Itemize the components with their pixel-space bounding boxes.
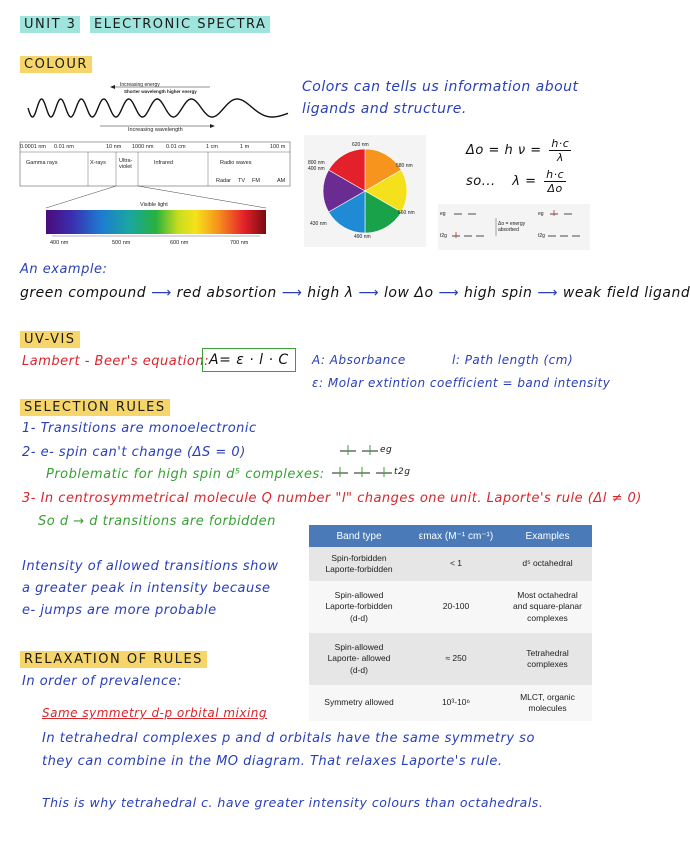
eq2-prefix: so... xyxy=(466,174,496,189)
visible-tick: 400 nm xyxy=(50,240,69,246)
table-row xyxy=(309,633,592,685)
selection-heading: SELECTION RULES xyxy=(20,399,170,416)
radio-sub: AM xyxy=(277,178,286,184)
table-header: Examples xyxy=(503,525,592,547)
eq2-den: Δo xyxy=(547,182,563,195)
radio-sub: TV xyxy=(238,178,246,184)
laporte-rule: Laporte's rule (Δl ≠ 0) xyxy=(486,491,642,506)
rule-2-sub: Problematic for high spin d⁵ complexes: xyxy=(46,467,325,482)
wheel-label: 620 nm xyxy=(352,142,369,148)
table-header: εmax (M⁻¹ cm⁻¹) xyxy=(409,525,503,547)
eg-label: eg xyxy=(440,211,446,217)
spectrum-top-label: Increasing energy xyxy=(120,82,160,88)
band-xray: X-rays xyxy=(90,160,106,166)
radio-sub: FM xyxy=(252,178,260,184)
band-cell: Spin-forbidden Laporte-forbidden xyxy=(309,547,409,581)
electromagnetic-spectrum-figure xyxy=(20,80,292,252)
eq1-left: Δo = h ν = xyxy=(466,143,542,158)
example-label: An example: xyxy=(20,262,108,277)
intensity-note xyxy=(22,556,278,622)
eq1-den: λ xyxy=(556,151,564,164)
example-cell: Most octahedral and square-planar complexes xyxy=(503,581,592,633)
intensity-line: e- jumps are more probable xyxy=(22,603,217,618)
band-infrared: Infrared xyxy=(154,160,173,166)
dp-mixing-subheading: Same symmetry d-p orbital mixing xyxy=(42,706,268,720)
scale-tick: 1 cm xyxy=(206,144,218,150)
chain-step: high λ xyxy=(307,285,354,301)
wheel-label: 490 nm xyxy=(354,234,371,240)
visible-tick: 700 nm xyxy=(230,240,249,246)
t2g-label: t2g xyxy=(440,233,447,239)
table-row xyxy=(309,581,592,633)
relaxation-order: In order of prevalence: xyxy=(22,674,183,689)
table-header: Band type xyxy=(309,525,409,547)
relaxation-heading: RELAXATION OF RULES xyxy=(20,651,207,668)
rule-1: 1- Transitions are monoelectronic xyxy=(22,421,257,436)
eps-cell: ≈ 250 xyxy=(409,633,503,685)
dp-mixing-line: they can combine in the MO diagram. That relaxes Laporte's rule. xyxy=(42,754,503,769)
visible-light-label: Visible light xyxy=(140,202,168,208)
scale-tick: 0.01 cm xyxy=(166,144,186,150)
page-title: ELECTRONIC SPECTRA xyxy=(90,16,270,33)
scale-tick: 1 m xyxy=(240,144,250,150)
radio-sub: Radar xyxy=(216,178,231,184)
eq2-num: h·c xyxy=(546,168,565,181)
eg-label: eg xyxy=(380,445,393,455)
table-row xyxy=(309,547,592,581)
wheel-label: 580 nm xyxy=(396,163,413,169)
band-cell: Spin-allowed Laporte-forbidden (d-d) xyxy=(309,581,409,633)
band-radio: Radio waves xyxy=(220,160,252,166)
eps-cell: 10³-10⁶ xyxy=(409,685,503,721)
arrow-icon: ⟶ xyxy=(281,285,303,301)
orbital-absorption-figure xyxy=(438,204,590,250)
chain-step: weak field ligand xyxy=(562,285,690,301)
rule-3 xyxy=(22,491,642,506)
colour-note xyxy=(302,76,579,120)
scale-tick: 10 nm xyxy=(106,144,122,150)
arrow-icon: ⟶ xyxy=(151,285,172,301)
rule-3-sub: So d → d transitions are forbidden xyxy=(38,514,276,529)
example-cell: Tetrahedral complexes xyxy=(503,633,592,685)
equation-2 xyxy=(466,168,566,195)
eps-cell: < 1 xyxy=(409,547,503,581)
band-cell: Symmetry allowed xyxy=(309,685,409,721)
band-intensity-table xyxy=(309,525,592,721)
intensity-line: a greater peak in intensity because xyxy=(22,581,271,596)
eq2-left: λ = xyxy=(512,174,537,189)
unit-label: UNIT 3 xyxy=(20,16,80,33)
absorbed-label: Δo = energy absorbed xyxy=(498,221,526,233)
d5-orbital-sketch xyxy=(330,441,420,481)
equation-1 xyxy=(466,137,571,164)
dp-mixing-line: In tetrahedral complexes p and d orbitals have the same symmetry so xyxy=(42,731,535,746)
colour-heading: COLOUR xyxy=(20,56,92,73)
scale-tick: 0.01 nm xyxy=(54,144,74,150)
eq1-num: h·c xyxy=(551,137,570,150)
eps-cell: 20-100 xyxy=(409,581,503,633)
spectrum-bottom-label: Increasing wavelength xyxy=(128,127,183,133)
wheel-label: 800 nm 400 nm xyxy=(308,160,325,172)
t2g-label: t2g xyxy=(394,467,411,477)
lambert-beer-label: Lambert - Beer's equation: xyxy=(22,354,209,369)
eg-label-right: eg xyxy=(538,211,544,217)
color-wheel-figure xyxy=(304,135,426,247)
visible-tick: 500 nm xyxy=(112,240,131,246)
intensity-line: Intensity of allowed transitions show xyxy=(22,559,279,574)
chain-step: high spin xyxy=(464,285,533,301)
def-absorbance: A: Absorbance xyxy=(312,353,406,367)
scale-tick: 100 m xyxy=(270,144,286,150)
arrow-icon: ⟶ xyxy=(537,285,558,301)
chain-step: low Δo xyxy=(384,285,434,301)
chain-step: red absortion xyxy=(176,285,277,301)
dp-mixing-text xyxy=(42,727,535,773)
scale-tick: 0.0001 nm xyxy=(20,144,46,150)
def-molar-coefficient: ε: Molar extintion coefficient = band intensity xyxy=(312,376,611,390)
band-uv: Ultra-violet xyxy=(119,158,133,171)
t2g-label-right: t2g xyxy=(538,233,545,239)
arrow-icon: ⟶ xyxy=(358,285,380,301)
example-chain xyxy=(20,285,690,301)
rule-3-text: 3- In centrosymmetrical molecule Q number "l" changes one unit. xyxy=(22,491,482,506)
example-cell: MLCT, organic molecules xyxy=(503,685,592,721)
colour-note-line: Colors can tells us information about xyxy=(302,79,579,95)
example-cell: d⁵ octahedral xyxy=(503,547,592,581)
lambert-beer-formula: A= ε · l · C xyxy=(202,348,296,372)
band-gamma: Gamma rays xyxy=(26,160,58,166)
table-row xyxy=(309,685,592,721)
tetrahedral-note: This is why tetrahedral c. have greater intensity colours than octahedrals. xyxy=(42,795,544,810)
visible-light-bar xyxy=(46,210,266,234)
spectrum-top-sub: Shorter wavelength higher energy xyxy=(124,89,197,94)
band-cell: Spin-allowed Laporte- allowed (d-d) xyxy=(309,633,409,685)
colour-note-line: ligands and structure. xyxy=(302,101,467,117)
wheel-label: 430 nm xyxy=(310,221,327,227)
scale-tick: 1000 nm xyxy=(132,144,154,150)
arrow-icon: ⟶ xyxy=(438,285,460,301)
visible-tick: 600 nm xyxy=(170,240,189,246)
def-path-length: l: Path length (cm) xyxy=(452,353,574,367)
uvvis-heading: UV-VIS xyxy=(20,331,80,348)
wheel-label: 560 nm xyxy=(398,210,415,216)
rule-2: 2- e- spin can't change (ΔS = 0) xyxy=(22,445,246,460)
chain-step: green compound xyxy=(20,285,147,301)
